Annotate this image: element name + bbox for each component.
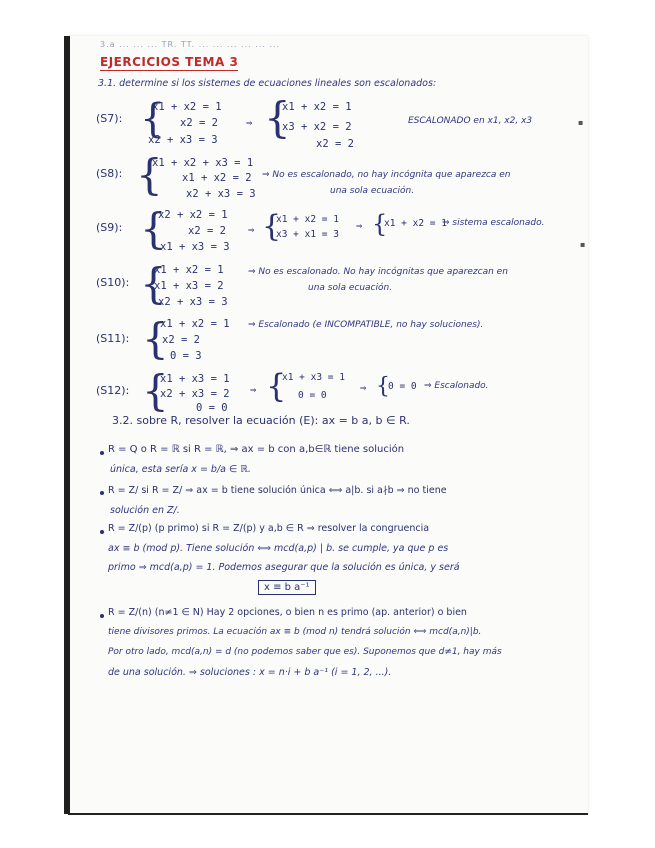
- case-z-line-2: solución en Z/.: [110, 505, 180, 516]
- s10-label: (S10):: [96, 276, 130, 289]
- case-zn-line-4: de una solución. ⇒ soluciones : x = n·i + b a⁻¹ (i = 1, 2, ...).: [108, 667, 392, 678]
- s7-label: (S7):: [96, 112, 123, 125]
- s12-eq-1: x1 + x3 = 1: [160, 373, 230, 385]
- s8-eq-1: x1 + x2 + x3 = 1: [152, 157, 254, 169]
- bullet-1-dot: [100, 451, 104, 455]
- case-zn-line-2: tiene divisores primos. La ecuación ax ≡ b (mod n) tendrá solución ⟺ mcd(a,n)|b.: [108, 627, 482, 637]
- s10-eq-2: x1 + x3 = 2: [154, 280, 224, 292]
- s11-note: ⇒ Escalonado (e INCOMPATIBLE, no hay soluciones).: [248, 320, 484, 330]
- s12-label: (S12):: [96, 384, 130, 397]
- bullet-4-dot: [100, 614, 104, 618]
- s9-eq-3: x1 + x3 = 3: [160, 241, 230, 253]
- s7-arrow: ⇒: [246, 117, 253, 129]
- s7-left-brace: {: [140, 96, 166, 142]
- case-zp-line-1: R = Z/(p) (p primo) si R = Z/(p) y a,b ∈ R ⇒ resolver la congruencia: [108, 523, 430, 534]
- s10-brace: {: [140, 259, 167, 308]
- s8-note-1: ⇒ No es escalonado, no hay incógnita que aparezca en: [262, 170, 511, 180]
- s7-right-brace: {: [264, 93, 291, 142]
- s10-note-1: ⇒ No es escalonado. No hay incógnitas que aparezcan en: [248, 267, 508, 277]
- s12-right-brace: {: [376, 374, 390, 399]
- exercise-3-2-statement: 3.2. sobre R, resolver la ecuación (E): ax = b a, b ∈ R.: [112, 414, 410, 427]
- s9-arrow-1: ⇒: [248, 224, 255, 236]
- s9-brace: {: [140, 204, 167, 253]
- s7-eq-3: x2 + x3 = 3: [148, 134, 218, 146]
- s12-arrow-1: ⇒: [250, 384, 257, 396]
- s7-eq-2: x2 = 2: [180, 117, 218, 129]
- s7-right-eq-1: x1 + x2 = 1: [282, 101, 352, 113]
- bullet-2-dot: [100, 491, 104, 495]
- case-zn-line-3: Por otro lado, mcd(a,n) = d (no podemos saber que es). Suponemos que d≠1, hay más: [108, 647, 502, 657]
- case-zp-line-2: ax ≡ b (mod p). Tiene solución ⟺ mcd(a,p) | b. se cumple, ya que p es: [108, 543, 449, 554]
- s9-right-eq: x1 + x2 = 1: [384, 218, 447, 229]
- s12-mid-eq-2: 0 = 0: [298, 390, 327, 401]
- s9-right-brace: {: [372, 210, 388, 238]
- s7-eq-1: x1 + x2 = 1: [152, 101, 222, 113]
- s11-eq-2: x2 = 2: [162, 334, 200, 346]
- s11-brace: {: [142, 314, 169, 363]
- scan-left-edge: [64, 36, 70, 814]
- case-q-r-line-2: única, esta sería x = b/a ∈ ℝ.: [110, 464, 251, 475]
- case-zp-boxed-result: x ≡ b a⁻¹: [258, 580, 316, 595]
- s9-label: (S9):: [96, 221, 123, 234]
- s9-arrow-2: ⇒: [356, 220, 363, 232]
- s8-eq-2: x1 + x2 = 2: [182, 172, 252, 184]
- page-title: EJERCICIOS TEMA 3: [100, 55, 239, 69]
- s11-eq-3: 0 = 3: [170, 350, 202, 362]
- s9-note: ⇒ sistema escalonado.: [442, 218, 545, 228]
- s11-eq-1: x1 + x2 = 1: [160, 318, 230, 330]
- s11-label: (S11):: [96, 332, 130, 345]
- case-zn-line-1: R = Z/(n) (n≠1 ∈ N) Hay 2 opciones, o bien n es primo (ap. anterior) o bien: [108, 607, 467, 618]
- exercise-3-1-statement: 3.1. determine si los sistemes de ecuaciones lineales son escalonados:: [98, 78, 437, 89]
- s12-brace: {: [142, 366, 169, 415]
- s9-mid-eq-2: x3 + x1 = 3: [276, 229, 339, 240]
- s10-note-2: una sola ecuación.: [308, 283, 393, 293]
- s12-arrow-2: ⇒: [360, 382, 367, 394]
- s9-mid-eq-1: x1 + x2 = 1: [276, 214, 339, 225]
- s9-eq-2: x2 = 2: [188, 225, 226, 237]
- bullet-3-dot: [100, 530, 104, 534]
- case-z-line-1: R = Z/ si R = Z/ ⇒ ax = b tiene solución única ⟺ a|b. si a∤b ⇒ no tiene: [108, 485, 447, 496]
- page-bottom-edge: [68, 813, 588, 815]
- faded-header-line: 3.a ... ... ... TR. TT. ... ... ... ... ... ...: [100, 40, 281, 49]
- s12-note: ⇒ Escalonado.: [424, 381, 489, 391]
- s12-mid-brace: {: [266, 367, 287, 405]
- s12-mid-eq-1: x1 + x3 = 1: [282, 372, 345, 383]
- s12-right-eq: 0 = 0: [388, 381, 417, 392]
- margin-mark-2: ▪: [580, 240, 586, 249]
- s12-eq-3: 0 = 0: [196, 402, 228, 414]
- s10-eq-1: x1 + x2 = 1: [154, 264, 224, 276]
- s8-eq-3: x2 + x3 = 3: [186, 188, 256, 200]
- case-q-r-line-1: R = Q o R = ℝ si R = ℝ, ⇒ ax = b con a,b∈ℝ tiene solución: [108, 444, 405, 455]
- s8-label: (S8):: [96, 167, 123, 180]
- s8-note-2: una sola ecuación.: [330, 186, 415, 196]
- s7-right-eq-2: x3 + x2 = 2: [282, 121, 352, 133]
- s12-eq-2: x2 + x3 = 2: [160, 388, 230, 400]
- s9-eq-1: x2 + x2 = 1: [158, 209, 228, 221]
- margin-mark-1: ▪: [578, 118, 584, 127]
- s10-eq-3: x2 + x3 = 3: [158, 296, 228, 308]
- case-zp-line-3: primo ⇒ mcd(a,p) = 1. Podemos asegurar que la solución es única, y será: [108, 562, 460, 573]
- s7-right-eq-3: x2 = 2: [316, 138, 354, 150]
- s7-note: ESCALONADO en x1, x2, x3: [408, 116, 533, 126]
- s8-brace: {: [136, 150, 163, 199]
- s9-mid-brace: {: [262, 209, 282, 244]
